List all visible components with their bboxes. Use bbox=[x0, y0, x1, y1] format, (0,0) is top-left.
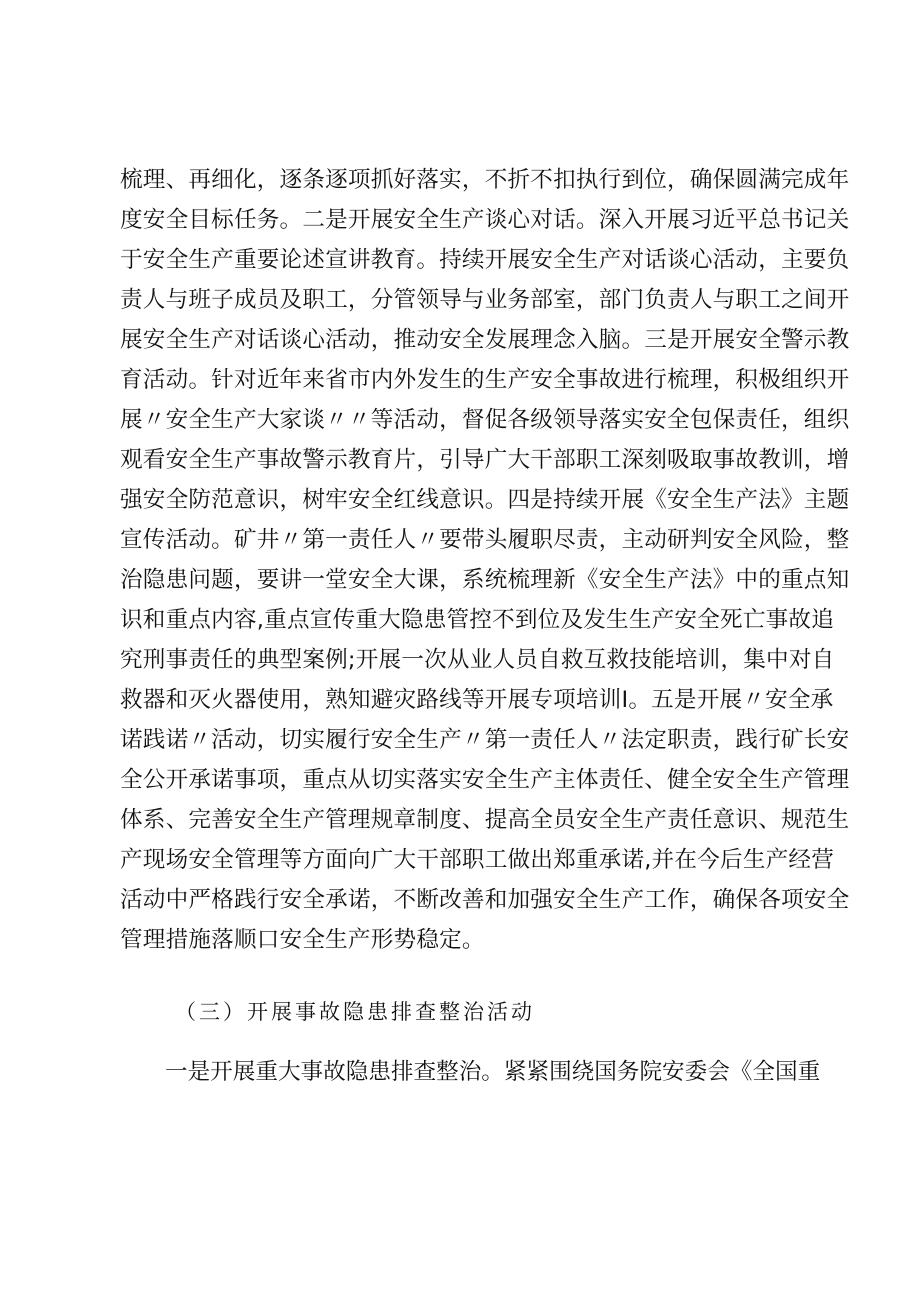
paragraph-line: 治隐患问题，要讲一堂安全大课，系统梳理新《安全生产法》中的重点知 bbox=[120, 567, 850, 593]
paragraph-line: 观看安全生产事故警示教育片，引导广大干部职工深刻吸取事故教训，增 bbox=[120, 447, 850, 473]
paragraph-line: 救器和灭火器使用，熟知避灾路线等开展专项培训I。五是开展〃安全承 bbox=[120, 687, 834, 713]
paragraph-line: 梳理、再细化，逐条逐项抓好落实，不折不扣执行到位，确保圆满完成年 bbox=[120, 167, 850, 193]
paragraph-line: 育活动。针对近年来省市内外发生的生产安全事故进行梳理，积极组织开 bbox=[120, 367, 850, 393]
paragraph-line: 度安全目标任务。二是开展安全生产谈心对话。深入开展习近平总书记关 bbox=[120, 207, 850, 233]
paragraph-line: 究刑事责任的典型案例;开展一次从业人员自救互救技能培训，集中对自 bbox=[120, 647, 835, 673]
paragraph-line: 识和重点内容,重点宣传重大隐患管控不到位及发生生产安全死亡事故追 bbox=[120, 607, 834, 633]
paragraph-line: 一是开展重大事故隐患排查整治。紧紧围绕国务院安委会《全国重 bbox=[165, 1059, 821, 1085]
paragraph-line: 诺践诺〃活动，切实履行安全生产〃第一责任人〃法定职责，践行矿长安 bbox=[120, 727, 850, 753]
paragraph-line: 管理措施落顺口安全生产形势稳定。 bbox=[120, 927, 485, 953]
paragraph-line: 展〃安全生产大家谈〃〃等活动，督促各级领导落实安全包保责任，组织 bbox=[120, 407, 850, 433]
section-heading: （三）开展事故隐患排查整治活动 bbox=[175, 1000, 535, 1024]
paragraph-line: 体系、完善安全生产管理规章制度、提高全员安全生产责任意识、规范生 bbox=[120, 807, 850, 833]
paragraph-line: 责人与班子成员及职工，分管领导与业务部室，部门负责人与职工之间开 bbox=[120, 287, 850, 313]
paragraph-line: 产现场安全管理等方面向广大干部职工做出郑重承诺,并在今后生产经营 bbox=[120, 847, 834, 873]
paragraph-line: 活动中严格践行安全承诺，不断改善和加强安全生产工作，确保各项安全 bbox=[120, 887, 850, 913]
paragraph-line: 于安全生产重要论述宣讲教育。持续开展安全生产对话谈心活动，主要负 bbox=[120, 247, 850, 273]
paragraph-line: 强安全防范意识，树牢安全红线意识。四是持续开展《安全生产法》主题 bbox=[120, 487, 850, 513]
paragraph-line: 宣传活动。矿井〃第一责任人〃要带头履职尽责，主动研判安全风险，整 bbox=[120, 527, 850, 553]
paragraph-line: 全公开承诺事项，重点从切实落实安全生产主体责任、健全安全生产管理 bbox=[120, 767, 850, 793]
paragraph-line: 展安全生产对话谈心活动，推动安全发展理念入脑。三是开展安全警示教 bbox=[120, 327, 850, 353]
